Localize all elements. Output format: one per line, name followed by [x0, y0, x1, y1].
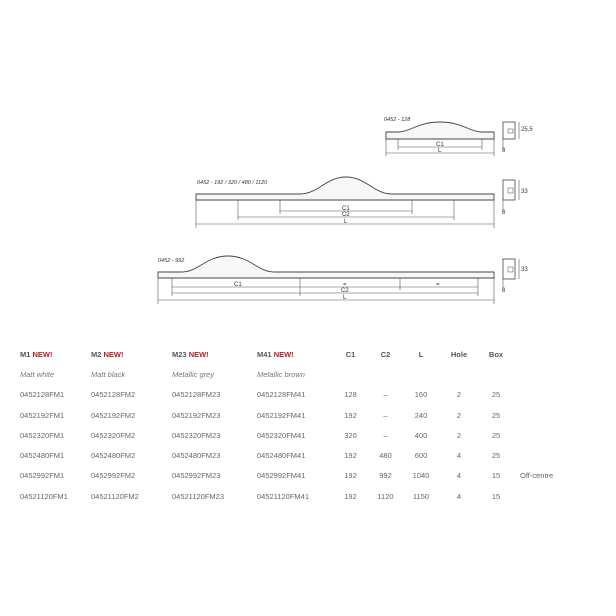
header-m41: M41 NEW! [257, 349, 294, 359]
table-cell: 4 [456, 471, 462, 481]
table-cell: 04521120FM23 [172, 491, 224, 501]
table-cell: 25 [491, 430, 501, 440]
finish-m2: Matt black [91, 369, 126, 379]
table-cell [512, 445, 570, 465]
handle-128-outline [386, 122, 494, 139]
dim-992-width: 8 [502, 288, 506, 294]
table-cell: 0452128FM1 [20, 390, 65, 400]
dim-1120-height: 33 [521, 189, 528, 195]
finish-m1: Matt white [20, 369, 55, 379]
table-cell: 0452128FM23 [172, 390, 221, 400]
table-cell: – [383, 430, 388, 440]
table-row [20, 385, 570, 405]
table-cell: 0452480FM23 [172, 451, 221, 461]
table-cell: 480 [379, 451, 392, 461]
drawing-128-label: 0452 - 128 [384, 117, 411, 123]
table-cell: 2 [456, 390, 462, 400]
dim-992-c2: C2 [341, 288, 349, 294]
dim-992-l: L [343, 295, 347, 301]
dim-1120-l: L [344, 219, 348, 225]
table-cell [512, 425, 570, 445]
drawing-992-label: 0452 - 992 [158, 258, 185, 264]
finish-row [20, 364, 570, 384]
table-cell: Off-centre [520, 471, 554, 481]
table-cell: 2 [456, 430, 462, 440]
dim-992-height: 33 [521, 267, 528, 273]
dim-128-height: 25,5 [521, 127, 533, 133]
table-cell: 0452992FM41 [257, 471, 306, 481]
table-cell: 320 [344, 430, 357, 440]
table-header-row [20, 344, 570, 364]
table-cell: 128 [344, 390, 357, 400]
table-cell: 192 [344, 410, 357, 420]
table-cell [512, 405, 570, 425]
new-badge: NEW! [188, 349, 209, 359]
table-cell: 25 [491, 390, 501, 400]
table-cell: – [383, 390, 388, 400]
table-row [20, 405, 570, 425]
table-row [20, 445, 570, 465]
table-cell: 1040 [412, 471, 430, 481]
table-cell: 15 [491, 491, 501, 501]
header-c2: C2 [380, 349, 391, 359]
header-m1: M1 NEW! [20, 349, 53, 359]
dim-1120-c2: C2 [342, 212, 350, 218]
table-cell: 192 [344, 491, 357, 501]
table-cell: 1120 [377, 491, 394, 501]
table-cell: 0452192FM1 [20, 410, 65, 420]
header-box: Box [488, 349, 504, 359]
table-row [20, 425, 570, 445]
dim-1120-width: 8 [502, 210, 506, 216]
finish-m41: Metallic brown [257, 369, 305, 379]
table-cell: 1150 [412, 491, 430, 501]
table-cell: 192 [344, 451, 357, 461]
table-body [20, 385, 570, 507]
dim-1120-c1: C1 [342, 206, 350, 212]
table-cell: 0452480FM2 [91, 451, 136, 461]
new-badge: NEW! [273, 349, 294, 359]
table-cell: 0452128FM2 [91, 390, 136, 400]
table-cell: 240 [414, 410, 428, 420]
table-cell: – [383, 410, 388, 420]
finish-m23: Metallic grey [172, 369, 215, 379]
table-cell: 0452320FM41 [257, 430, 306, 440]
table-cell: 0452992FM1 [20, 471, 65, 481]
drawing-1120-label: 0452 - 192 / 320 / 480 / 1120 [197, 180, 268, 186]
table-cell: 0452192FM41 [257, 410, 306, 420]
table-cell: 0452992FM2 [91, 471, 136, 481]
table-cell: 600 [414, 451, 428, 461]
new-badge: NEW! [103, 349, 124, 359]
table-cell: 160 [414, 390, 428, 400]
header-m23: M23 NEW! [172, 349, 209, 359]
dim-128-l: L [438, 148, 442, 154]
table-cell: 04521120FM41 [257, 491, 309, 501]
table-cell: 25 [491, 410, 501, 420]
dim-992-eq1: = [343, 282, 347, 288]
drawing-128 [384, 117, 533, 156]
table-cell: 400 [414, 430, 428, 440]
table-cell: 0452992FM23 [172, 471, 221, 481]
table-cell: 04521120FM2 [91, 491, 139, 501]
dim-992-c1: C1 [234, 282, 242, 288]
table-row [20, 486, 570, 506]
header-c1: C1 [345, 349, 356, 359]
table-cell: 0452480FM1 [20, 451, 65, 461]
table-cell: 2 [456, 410, 462, 420]
header-hole: Hole [450, 349, 468, 359]
drawing-992 [158, 256, 528, 304]
table-cell: 0452192FM2 [91, 410, 136, 420]
table-row [20, 466, 570, 486]
new-badge: NEW! [32, 349, 53, 359]
header-m2: M2 NEW! [91, 349, 124, 359]
table-cell: 0452320FM2 [91, 430, 136, 440]
table-cell: 15 [491, 471, 501, 481]
table-cell: 0452192FM23 [172, 410, 221, 420]
table-cell: 0452128FM41 [257, 390, 306, 400]
table-cell: 0452480FM41 [257, 451, 306, 461]
table-cell: 4 [456, 491, 462, 501]
table-cell [512, 486, 570, 506]
table-cell: 25 [491, 451, 501, 461]
dim-128-c1: C1 [436, 142, 444, 148]
table-cell: 992 [379, 471, 392, 481]
table-cell: 4 [456, 451, 462, 461]
dim-128-width: 8 [502, 148, 506, 154]
table-cell: 192 [344, 471, 357, 481]
dim-992-eq2: = [436, 282, 440, 288]
table-cell: 04521120FM1 [20, 491, 68, 501]
drawing-1120 [196, 177, 528, 228]
table-cell [512, 385, 570, 405]
spec-table [20, 344, 570, 506]
table-cell: 0452320FM23 [172, 430, 221, 440]
table-cell: 0452320FM1 [20, 430, 65, 440]
handle-992-outline [158, 256, 494, 278]
header-l: L [418, 349, 424, 359]
